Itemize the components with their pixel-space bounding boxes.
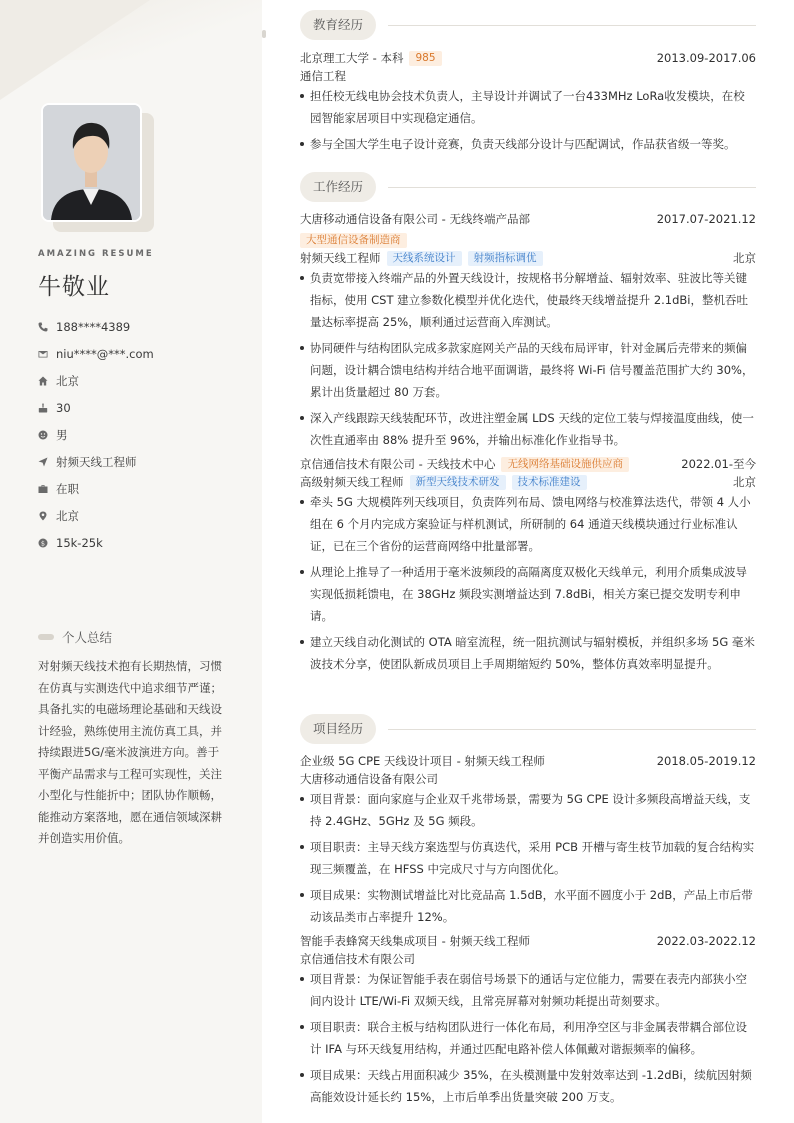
contact-email (38, 340, 154, 367)
person-portrait-icon (43, 105, 140, 220)
project-org-row (300, 771, 756, 787)
send-icon (38, 457, 56, 467)
avatar-photo (41, 103, 142, 222)
projects-section-heading (300, 714, 756, 744)
contact-target-city (38, 502, 154, 529)
job-header-row (300, 456, 756, 472)
job-bullet: 从理论上推导了一种适用于毫米波频段的高隔离度双极化天线单元，利用介质集成波导实现低损耗馈电，在 38GHz 频段实测增益达到 7.8dBi，相关方案已提交发明专利申请。 (300, 561, 756, 627)
svg-text:$: $ (40, 538, 46, 547)
project-name: 智能手表蜂窝天线集成项目 - 射频天线工程师 (300, 934, 530, 948)
candidate-name: 牛敬业 (38, 274, 110, 300)
sidebar-corner-decoration (0, 0, 150, 100)
project-bullet: 项目职责：主导天线方案选型与仿真迭代，采用 PCB 开槽与寄生枝节加载的复合结构实现三频覆盖，在 HFSS 中完成尺寸与方向图优化。 (300, 836, 756, 880)
contact-position (38, 448, 154, 475)
job-company-tag-row (300, 232, 756, 248)
project-dates: 2022.03-2022.12 (656, 934, 756, 948)
job-dates: 2017.07-2021.12 (656, 212, 756, 226)
sidebar (0, 0, 262, 1123)
job-role: 高级射频天线工程师 (300, 475, 404, 489)
project-header-row (300, 933, 756, 949)
job-skill-tag: 射频指标调优 (468, 251, 543, 266)
project-bullet: 项目成果：天线占用面积减少 35%，在头模测量中发射效率达到 -1.2dBi，续航因射频高能效设计延长约 15%，上市后单季出货量突破 200 万支。 (300, 1064, 756, 1108)
job-company-tag: 无线网络基础设施供应商 (501, 457, 629, 472)
project-org: 大唐移动通信设备有限公司 (300, 772, 438, 786)
job-skill-tag: 技术标准建设 (512, 475, 587, 490)
job-header-row (300, 211, 756, 227)
education-dates: 2013.09-2017.06 (656, 51, 756, 65)
project-name: 企业级 5G CPE 天线设计项目 - 射频天线工程师 (300, 754, 545, 768)
contact-age-text: 30 (56, 400, 71, 415)
work-divider (388, 187, 756, 188)
education-bullet: 参与全国大学生电子设计竞赛，负责天线部分设计与匹配调试，作品获省级一等奖。 (300, 133, 756, 155)
contact-phone (38, 313, 154, 340)
contact-target-city-text: 北京 (56, 508, 79, 523)
location-icon (38, 511, 56, 521)
contact-gender (38, 421, 154, 448)
contact-list (38, 313, 154, 556)
job-bullet: 深入产线跟踪天线装配环节，改进注塑金属 LDS 天线的定位工装与焊接温度曲线，使一次性直通率由 88% 提升至 96%，并输出标准化作业指导书。 (300, 407, 756, 451)
salary-icon (38, 538, 56, 548)
contact-email-text: niu****@***.com (56, 346, 154, 361)
gender-icon (38, 430, 56, 440)
phone-icon (38, 322, 56, 332)
project-org: 京信通信技术有限公司 (300, 952, 415, 966)
summary-heading (38, 628, 112, 646)
projects-divider (388, 729, 756, 730)
project-header-row (300, 753, 756, 769)
education-title: 教育经历 (300, 10, 376, 40)
briefcase-icon (38, 484, 56, 494)
education-header-row (300, 50, 756, 66)
work-title: 工作经历 (300, 172, 376, 202)
job-company: 京信通信技术有限公司 - 天线技术中心 (300, 457, 496, 471)
contact-salary (38, 529, 154, 556)
job-bullet: 负责宽带接入终端产品的外置天线设计，按规格书分解增益、辐射效率、驻波比等关键指标，使用 CST 建立参数化模型并优化迭代，使最终天线增益提升 2.1dBi，整机吞吐量达标率提高 25%，顺利通过运营商入库测试。 (300, 267, 756, 333)
job-bullet: 协同硬件与结构团队完成多款家庭网关产品的天线布局评审，针对金属后壳带来的频偏问题，设计耦合馈电结构并结合地平面调谐，最终将 Wi-Fi 信号覆盖范围扩大约 30%，累计出货量超过 80 万套。 (300, 337, 756, 403)
job-role-row (300, 474, 756, 490)
education-major: 通信工程 (300, 69, 346, 83)
job-skill-tag: 天线系统设计 (387, 251, 462, 266)
projects-title: 项目经历 (300, 714, 376, 744)
summary-heading-bar (38, 634, 54, 640)
project-bullet: 项目成果：实物测试增益比对比竞品高 1.5dB，水平面不圆度小于 2dB，产品上市后带动该品类市占率提升 12%。 (300, 884, 756, 928)
home-icon (38, 376, 56, 386)
avatar (41, 103, 154, 232)
contact-gender-text: 男 (56, 427, 68, 442)
education-major-row (300, 68, 756, 84)
contact-city-text: 北京 (56, 373, 79, 388)
job-skill-tag: 新型天线技术研发 (410, 475, 506, 490)
work-section-heading (300, 172, 756, 202)
contact-age (38, 394, 154, 421)
divider-dot (262, 30, 266, 38)
education-divider (388, 25, 756, 26)
contact-position-text: 射频天线工程师 (56, 454, 137, 469)
contact-phone-text: 188****4389 (56, 319, 131, 334)
job-location: 北京 (733, 251, 756, 265)
contact-status (38, 475, 154, 502)
job-location: 北京 (733, 475, 756, 489)
job-role: 射频天线工程师 (300, 251, 381, 265)
job-company-tag: 大型通信设备制造商 (300, 233, 407, 248)
job-company: 大唐移动通信设备有限公司 - 无线终端产品部 (300, 212, 530, 226)
project-bullet: 项目职责：联合主板与结构团队进行一体化布局，利用净空区与非金属表带耦合部位设计 IFA 与环天线复用结构，并通过匹配电路补偿人体佩戴对谐振频率的偏移。 (300, 1016, 756, 1060)
education-school-tag: 985 (409, 51, 441, 66)
job-bullet: 牵头 5G 大规模阵列天线项目，负责阵列布局、馈电网络与校准算法迭代，带领 4 人小组在 6 个月内完成方案验证与样机测试，所研制的 64 通道天线模块通过行业标准认证，已在三个省份的运营商网络中批量部署。 (300, 491, 756, 557)
summary-title: 个人总结 (62, 630, 113, 645)
project-bullet: 项目背景：为保证智能手表在弱信号场景下的通话与定位能力，需要在表壳内部狭小空间内设计 LTE/Wi-Fi 双频天线，且常亮屏幕对射频功耗提出苛刻要求。 (300, 968, 756, 1012)
project-bullet: 项目背景：面向家庭与企业双千兆带场景，需要为 5G CPE 设计多频段高增益天线，支持 2.4GHz、5GHz 及 5G 频段。 (300, 788, 756, 832)
email-icon (38, 349, 56, 359)
brand-label: AMAZING RESUME (38, 249, 154, 259)
project-dates: 2018.05-2019.12 (656, 754, 756, 768)
education-bullet: 担任校无线电协会技术负责人，主导设计并调试了一台433MHz LoRa收发模块，在校园智能家居项目中实现稳定通信。 (300, 85, 756, 129)
cake-icon (38, 403, 56, 413)
job-role-row (300, 250, 756, 266)
contact-salary-text: 15k-25k (56, 535, 103, 550)
contact-city (38, 367, 154, 394)
contact-status-text: 在职 (56, 481, 79, 496)
summary-text: 对射频天线技术抱有长期热情，习惯在仿真与实测迭代中追求细节严谨；具备扎实的电磁场理论基础和天线设计经验，熟练使用主流仿真工具，并持续跟进5G/毫米波演进方向。善于平衡产品需求与工程可实现性，关注小型化与性能折中；团队协作顺畅，能推动方案落地，愿在通信领域深耕并创造实用价值。 (38, 659, 222, 845)
job-bullet: 建立天线自动化测试的 OTA 暗室流程，统一阻抗测试与辐射模板，并组织多场 5G 毫米波技术分享，使团队新成员项目上手周期缩短约 50%，整体仿真效率明显提升。 (300, 631, 756, 675)
project-org-row (300, 951, 756, 967)
job-dates: 2022.01-至今 (681, 457, 756, 471)
education-section-heading (300, 10, 756, 40)
education-school: 北京理工大学 - 本科 (300, 51, 404, 65)
